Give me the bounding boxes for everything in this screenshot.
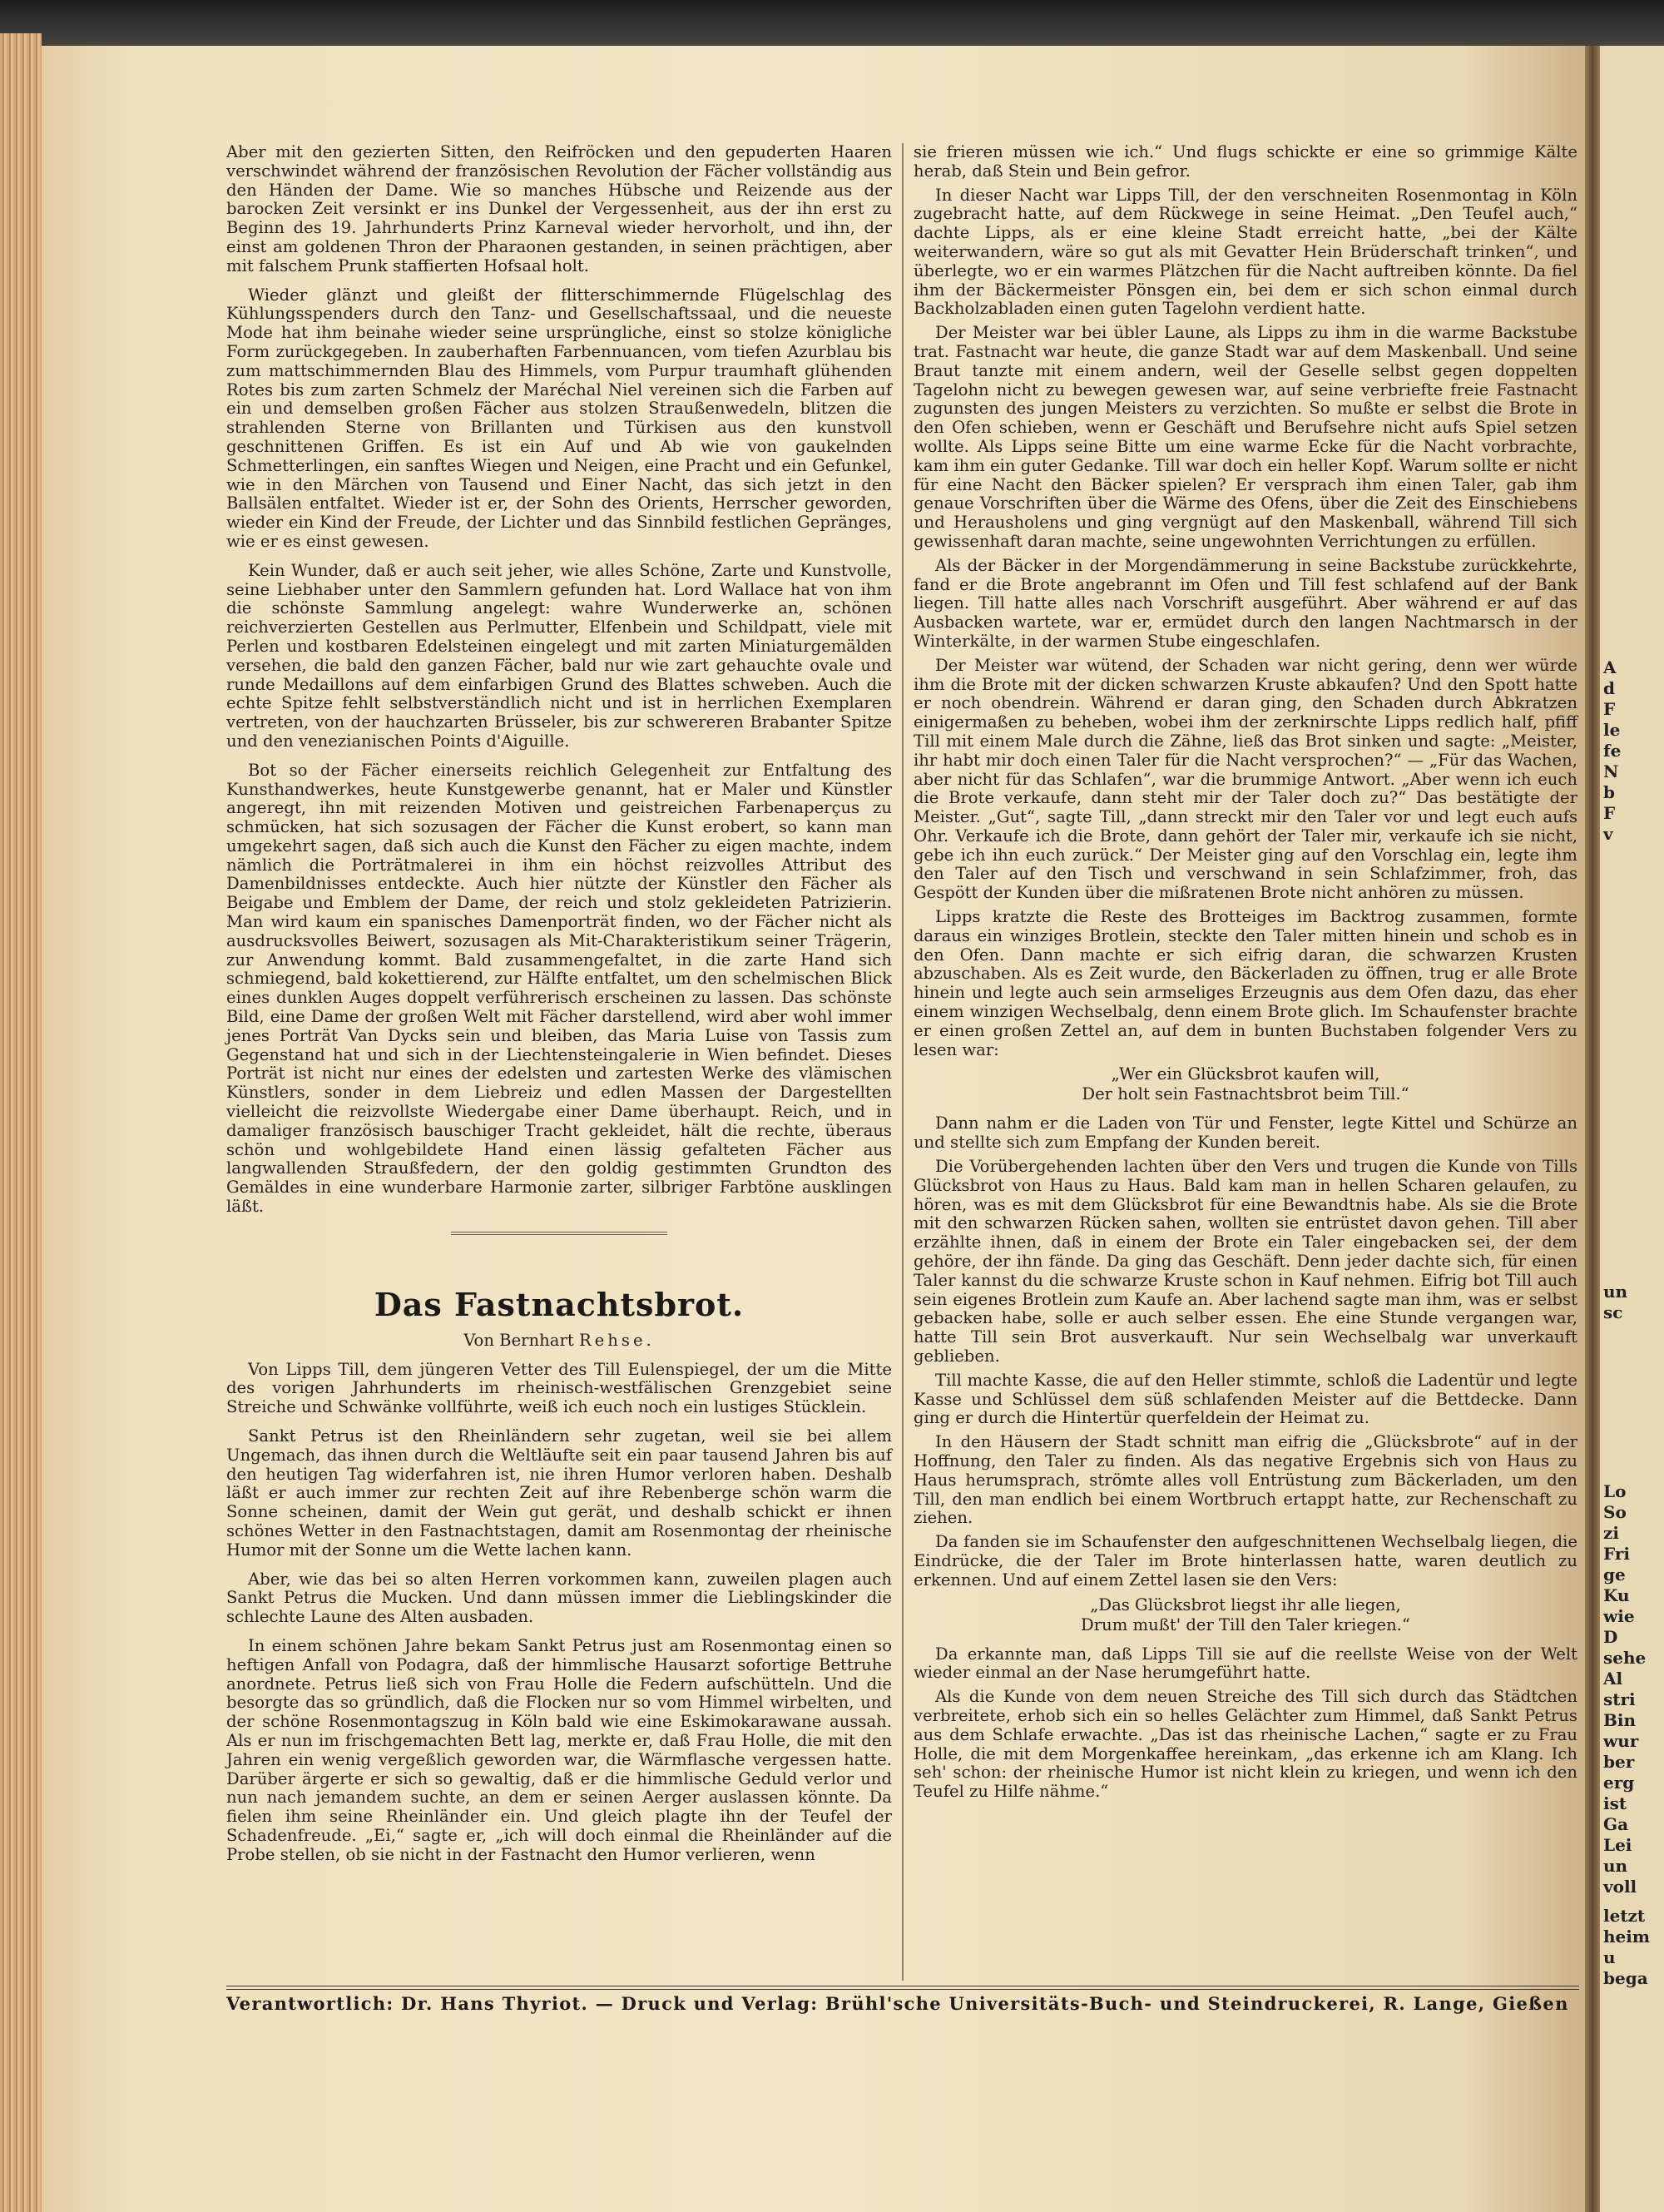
next-page-fragment: Lei [1603,1835,1632,1855]
story-title: Das Fastnachtsbrot. [374,1285,745,1323]
next-page-fragment: un [1603,1856,1628,1876]
next-page-edge [1600,46,1664,2212]
story-paragraph: Lipps kratzte die Reste des Brotteiges im Backtrog zusammen, formte daraus ein winziges Brotlein, steckte den Taler mitten hinein und schob es in den Ofen. Dann machte er sich eifrig daran, die schwarzen Krusten abzuschaben. Als es Zeit wurde, den Bäckerladen zu öffnen, trug er alle Brote hinein und legte auch sein armseliges Erzeugnis aus dem Ofen dazu, das eher einem winzigen Wechselbalg, denn einem Brote glich. Im Schaufenster brachte er einen großen Zettel an, auf dem in bunten Buchstaben folgender Vers zu lesen war: [914,907,1577,1059]
story-paragraph: In einem schönen Jahre bekam Sankt Petrus just am Rosenmontag einen so heftigen Anfall von Podagra, daß der himmlische Hausarzt sofortige Bettruhe anordnete. Petrus ließ sich von Frau Holle die Federn aufschütteln. Und die besorgte das so gründlich, daß die Flocken nur so vom Himmel wirbelten, und der schöne Rosenmontagszug in Köln bald wie eine Eskimokarawane aussah. Als er nun im frischgemachten Bett lag, merkte er, daß Frau Holle, die mit den Jahren ein wenig vergeßlich geworden war, die Wärmflasche vergessen hatte. Darüber ärgerte er sich so gewaltig, daß er die himmlische Geduld verlor und nun nach jemandem suchte, an dem er seinen Aerger auslassen könnte. Da fielen ihm seine Rheinländer ein. Und gleich plagte ihn der Teufel der Schadenfreude. „Ei,“ sagte er, „ich will doch einmal die Rheinländer auf die Probe stellen, ob sie nicht in der Fastnacht den Humor verlieren, wenn [226,1635,892,1864]
story-paragraph: Die Vorübergehenden lachten über den Vers und trugen die Kunde von Tills Glücksbrot von Haus zu Haus. Bald kam man in hellen Scharen gelaufen, zu hören, was es mit dem Glücksbrot für eine Bewandtnis habe. Als sie die Brote mit den schwarzen Rücken sahen, wollten sie entrüstet davon gehen. Till aber erzählte ihnen, daß in einem der Brote ein Taler eingebacken sei, der dem gehöre, der ihn fände. Da ging das Geschäft. Denn jeder dachte sich, für einen Taler kannst du die schwarze Kruste schon in Kauf nehmen. Eifrig bot Till auch sein eigenes Brotlein zum Kaufe an. Aber lachend sagte man ihm, was er selbst gebacken habe, solle er auch selber essen. Ehe eine Stunde vergangen war, hatte Till sein Brot ausverkauft. Nur sein Wechselbalg war unverkauft geblieben. [914,1157,1577,1366]
article-paragraph: Wieder glänzt und gleißt der flitterschimmernde Flügelschlag des Kühlungsspenders durch den Tanz- und Gesellschaftssaal, und die neueste Mode hat ihm beinahe wieder seine ursprüngliche, einst so stolze königliche Form zurückgegeben. In zauberhaften Farbennuancen, vom tiefen Azurblau bis zum mattschimmernden Blau des Himmels, vom Purpur traumhaft glühenden Rotes bis zum zarten Schmelz der Maréchal Niel vereinen sich die Farben auf ein und demselben großen Fächer aus stolzen Straußenwedeln, blitzen die strahlenden Sterne von Brillanten und Türkisen aus den kunstvoll geschnittenen Griffen. Es ist ein Auf und Ab wie von gaukelnden Schmetterlingen, ein sanftes Wiegen und Neigen, eine Pracht und ein Gefunkel, wie in den Märchen von Tausend und Einer Nacht, das sich jetzt in den Ballsälen entfaltet. Wieder ist er, der Sohn des Orients, Herrscher geworden, wieder ein Kind der Freude, der Lichter und das Sinnbild festlichen Gepränges, wie er es einst gewesen. [226,285,892,551]
next-page-fragment: ge [1603,1565,1626,1585]
byline-prefix: Von Bernhart [463,1330,574,1350]
column-rule [902,143,904,1981]
verse-line: „Wer ein Glücksbrot kaufen will, [1111,1064,1380,1084]
next-page-fragment: voll [1603,1877,1637,1897]
imprint-footer: Verantwortlich: Dr. Hans Thyriot. — Druck und Verlag: Brühl'sche Universitäts-Buch- und Steindruckerei, R. Lange, Gießen [226,1993,1569,2014]
next-page-fragment: Fri [1603,1544,1630,1564]
next-page-fragment: wur [1603,1731,1639,1751]
next-page-fragment: sehe [1603,1648,1647,1668]
next-page-fragment: fe [1603,741,1622,761]
next-page-fragment: Bin [1603,1710,1637,1730]
next-page-fragment: ber [1603,1752,1635,1772]
next-page-fragment: Ga [1603,1814,1629,1834]
next-page-fragment: So [1603,1502,1627,1522]
page-edges [0,33,42,2212]
article-paragraph: Kein Wunder, daß er auch seit jeher, wie alles Schöne, Zarte und Kunstvolle, seine Liebhaber unter den Sammlern gefunden hat. Lord Wallace hat von ihm die schönste Sammlung angelegt: wahre Wunderwerke an, schönen reichverzierten Gestellen aus Perlmutter, Elfenbein und Schildpatt, viele mit Perlen und kostbaren Edelsteinen eingelegt und mit zarten Miniaturgemälden versehen, die bald den ganzen Fächer, bald nur wie zart gehauchte ovale und runde Medaillons auf dem einfarbigen Grund des Blattes schweben. Auch die echte Spitze fehlt selbstverständlich nicht und ist in herrlichen Exemplaren vertreten, von der hauchzarten Brüsseler, bis zur schwereren Brabanter Spitze und den venezianischen Points d'Aiguille. [226,560,892,751]
book-gutter [1585,46,1600,2212]
next-page-fragment: d [1603,678,1615,698]
right-column [914,143,1577,1807]
next-page-fragment: un [1603,1282,1628,1302]
next-page-fragment: sc [1603,1302,1623,1322]
next-page-fragment: A [1603,657,1617,677]
next-page-fragment: F [1603,699,1616,719]
story-paragraph: Der Meister war bei übler Laune, als Lipps zu ihm in die warme Backstube trat. Fastnacht war heute, die ganze Stadt war auf dem Maskenball. Und seine Braut tanzte mit einem andern, weil der Geselle selbst gegen doppelten Tagelohn nicht zu bewegen gewesen war, auf seine verbriefte freie Fastnacht zugunsten des jungen Meisters zu verzichten. So mußte er selbst die Brote in den Ofen schieben, wenn er Geschäft und Berufsehre nicht aufs Spiel setzen wollte. Als Lipps seine Bitte um eine warme Ecke für die Nacht vorbrachte, kam ihm ein guter Gedanke. Till war doch ein heller Kopf. Warum sollte er nicht für eine Nacht den Bäcker spielen? Er versprach ihm einen Taler, gab ihm genaue Vorschriften über die Wärme des Ofens, über die Zeit des Einschiebens und Herausholens und ging vergnügt auf den Maskenball, während Till sich gewissenhaft daran machte, seine ungewohnten Verrichtungen zu erfüllen. [914,323,1577,551]
next-page-fragment: Lo [1603,1481,1627,1501]
story-paragraph: sie frieren müssen wie ich.“ Und flugs schickte er eine so grimmige Kälte herab, daß Stein und Bein gefror. [914,142,1577,181]
verse-line: Drum mußt' der Till den Taler kriegen.“ [1081,1614,1410,1634]
story-paragraph: In dieser Nacht war Lipps Till, der den verschneiten Rosenmontag in Köln zugebracht hatte, auf dem Rückwege in seine Heimat. „Den Teufel auch,“ dachte Lipps, als er eine kleine Stadt erreicht hatte, „bei der Kälte weiterwandern, wäre so gut als mit Gevatter Hein Brüderschaft trinken“, und überlegte, wo er ein warmes Plätzchen für die Nacht auftreiben könnte. Da fiel ihm der Bäckermeister Pönsgen ein, bei dem er sich schon einmal durch Backholzabladen einen guten Tagelohn verdient hatte. [914,185,1577,319]
story-paragraph: Aber, wie das bei so alten Herren vorkommen kann, zuweilen plagen auch Sankt Petrus die Mucken. Und dann müssen immer die Lieblingskinder die schlechte Laune des Alten ausbaden. [226,1569,892,1627]
next-page-fragment: ist [1603,1793,1627,1813]
story-paragraph: Da erkannte man, daß Lipps Till sie auf die reellste Weise von der Welt wieder einmal an der Nase herumgeführt hatte. [914,1644,1577,1683]
next-page-fragment: Al [1603,1669,1623,1689]
byline-author: Rehse. [578,1330,655,1350]
left-column [226,143,892,1875]
next-page-fragment: Ku [1603,1585,1630,1605]
next-page-fragment: F [1603,803,1616,823]
article-paragraph: Bot so der Fächer einerseits reichlich Gelegenheit zur Entfaltung des Kunsthandwerkes, heute Kunstgewerbe genannt, hat er Maler und Künstler angeregt, ihn mit reizenden Motiven und geistreichen Farbenaperçus zu schmücken, hat sich sozusagen der Fächer die Kunst erobert, so kann man umgekehrt sagen, daß sich auch die Kunst den Fächer zu eigen machte, indem nämlich die Porträtmalerei in ihm ein höchst reizvolles Attribut des Damenbildnisses entdeckte. Auch hier nützte der Künstler den Fächer als Beigabe und Emblem der Dame, der reich und stolz gekleideten Patrizierin. Man wird kaum ein spanisches Damenporträt finden, wo der Fächer nicht als ausdrucksvolles Beiwert, sozusagen als Mit-Charakteristikum seiner Trägerin, zur Anwendung kommt. Bald zusammengefaltet, in die zarte Hand sich schmiegend, bald kokettierend, zur Hälfte entfaltet, um den schelmischen Blick eines dunklen Auges doppelt verführerisch erscheinen zu lassen. Das schönste Bild, eine Dame der großen Welt mit Fächer darstellend, wird aber wohl immer jenes Porträt Van Dycks sein und bleiben, das Maria Luise von Tassis zum Gegenstand hat und sich in der Liechtensteingalerie in Wien befindet. Dieses Porträt ist nicht nur eines der edelsten und zartesten Werke des vlämischen Künstlers, sonder in dem Liebreiz und edlen Massen der Dargestellten vielleicht die reizvollste Wiedergabe einer Dame überhaupt. Reich, und in damaliger französisch bauschiger Tracht gekleidet, hält die rechte, überaus schön und wohlgebildete Hand einen lässig gefalteten Fächer aus langwallenden Straußfedern, der den goldig gestimmten Grundton des Gemäldes in eine wunderbare Harmonie zarter, silbriger Farbtöne ausklingen läßt. [226,760,892,1217]
next-page-fragment: erg [1603,1773,1635,1793]
story-paragraph: Dann nahm er die Laden von Tür und Fenster, legte Kittel und Schürze an und stellte sich zum Empfang der Kunden bereit. [914,1113,1577,1153]
next-page-fragment: D [1603,1627,1618,1647]
next-page-fragment: le [1603,720,1621,740]
next-page-fragment: stri [1603,1689,1636,1709]
next-page-fragment: b [1603,782,1615,802]
next-page-fragment: zi [1603,1523,1619,1543]
next-page-fragment: v [1603,824,1613,844]
verse-line: „Das Glücksbrot liegst ihr alle liegen, [1090,1595,1401,1614]
story-paragraph: Als die Kunde von dem neuen Streiche des Till sich durch das Städtchen verbreitete, erhob sich ein so helles Gelächter zum Himmel, daß Sankt Petrus aus dem Schlafe erwachte. „Das ist das rheinische Lachen,“ sagte er zu Frau Holle, die mit dem Morgenkaffee hereinkam, „das erkenne ich am Klang. Ich seh' schon: der rheinische Humor ist nicht klein zu kriegen, und wenn ich den Teufel zu Hilfe nähme.“ [914,1687,1577,1802]
article-paragraph: Aber mit den gezierten Sitten, den Reifröcken und den gepuderten Haaren verschwindet während der französischen Revolution der Fächer vollständig aus den Händen der Dame. Wie so manches Hübsche und Reizende aus der barocken Zeit versinkt er ins Dunkel der Vergessenheit, aus der ihn erst zu Beginn des 19. Jahrhunderts Prinz Karneval wieder hervorholt, und ihn, der einst am goldenen Thron der Pharaonen gestanden, in seinen prächtigen, aber mit falschem Prunk staffierten Hofsaal holt. [226,142,892,275]
story-paragraph: Der Meister war wütend, der Schaden war nicht gering, denn wer würde ihm die Brote mit der dicken schwarzen Kruste abkaufen? Und den Spott hatte er noch obendrein. Während er daran ging, den Schaden durch Abkratzen einigermaßen zu beheben, wobei ihm der zerknirschte Lipps redlich half, pfiff Till mit einem Male durch die Zähne, ließ das Brot sinken und sagte: „Meister, ihr habt mir doch einen Taler für die Nacht versprochen?“ — „Für das Wachen, aber nicht für das Schlafen“, war die brummige Antwort. „Aber wenn ich euch die Brote verkaufe, dann steht mir der Taler doch zu?“ Das bestätigte der Meister. „Gut“, sagte Till, „dann streckt mir den Taler vor und legt euch aufs Ohr. Verkaufe ich die Brote, dann gehört der Taler mir, verkaufe ich sie nicht, gebe ich ihn euch zurück.“ Der Meister ging auf den Vorschlag ein, legte ihm den Taler auf den Tisch und verschwand in sein Schlafzimmer, froh, das Gespött der Kunden über die mißratenen Brote nicht anhören zu müssen. [914,655,1577,903]
story-paragraph: Da fanden sie im Schaufenster den aufgeschnittenen Wechselbalg liegen, die Eindrücke, die der Taler im Brote hinterlassen hatte, waren deutlich zu erkennen. Und auf einem Zettel lasen sie den Vers: [914,1532,1577,1590]
next-page-fragment: wie [1603,1606,1635,1626]
verse-taler [914,1595,1577,1635]
story-paragraph: In den Häusern der Stadt schnitt man eifrig die „Glücksbrote“ auf in der Hoffnung, den Taler zu finden. Als das negative Ergebnis sich von Haus zu Haus herumsprach, strömte alles voll Entrüstung zum Bäckerladen, um den Till, den man endlich bei einem Wortbruch ertappt hatte, zur Rechenschaft zu ziehen. [914,1432,1577,1528]
story-paragraph: Von Lipps Till, dem jüngeren Vetter des Till Eulenspiegel, der um die Mitte des vorigen Jahrhunderts im rheinisch-westfälischen Grenzgebiet seine Streiche und Schwänke vollführte, weiß ich euch noch ein lustiges Stücklein. [226,1359,892,1417]
next-page-fragment: N [1603,761,1619,781]
footer-rule [226,1986,1579,1990]
next-page-fragment: bega [1603,1968,1648,1988]
verse-glucksbrot [914,1064,1577,1104]
story-paragraph: Als der Bäcker in der Morgendämmerung in seine Backstube zurückkehrte, fand er die Brote angebrannt im Ofen und Till fest schlafend auf der Bank liegen. Till hatte alles nach Vorschrift ausgeführt. Aber während er auf das Ausbacken wartete, war er, ermüdet durch den langen Nachtmarsch in der Winterkälte, in der warmen Stube eingeschlafen. [914,555,1577,651]
next-page-fragment: heim [1603,1927,1651,1947]
verse-line: Der holt sein Fastnachtsbrot beim Till.“ [1082,1084,1409,1104]
story-byline [226,1332,892,1351]
story-paragraph: Sankt Petrus ist den Rheinländern sehr zugetan, weil sie bei allem Ungemach, das ihnen durch die Weltläufte seit ein paar tausend Jahren bis auf den heutigen Tag widerfahren ist, nie ihren Humor verloren haben. Deshalb läßt er auch immer zur rechten Zeit auf ihre Rebenberge schön warm die Sonne scheinen, damit der Wein gut gerät, und deshalb schickt er ihnen schönes Wetter in den Fastnachtstagen, damit am Rosenmontag der rheinische Humor mit der Sonne um die Wette lachen kann. [226,1426,892,1560]
next-page-fragment: u [1603,1947,1616,1967]
section-separator [451,1232,667,1235]
next-page-fragment: letzt [1603,1906,1646,1926]
story-paragraph: Till machte Kasse, die auf den Heller stimmte, schloß die Ladentür und legte Kasse und Schlüssel dem süß schlafenden Meister auf die Bettdecke. Dann ging er durch die Hintertür querfeldein der Heimat zu. [914,1370,1577,1428]
